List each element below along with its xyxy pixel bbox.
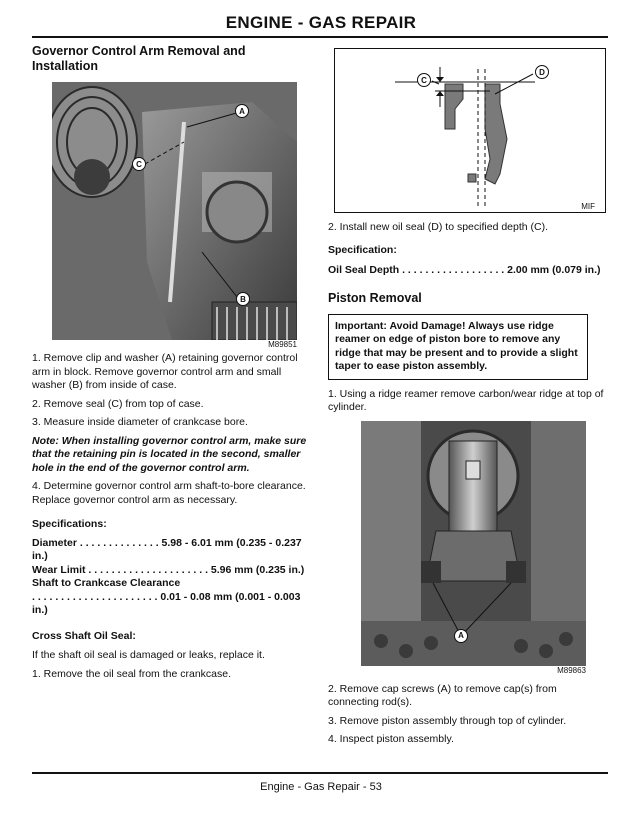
piston-photo-illustration [361,421,586,666]
spec-wear-limit: Wear Limit . . . . . . . . . . . . . . . . . . . . . 5.96 mm (0.235 in.) [32,563,305,576]
page-footer: Engine - Gas Repair - 53 [260,781,382,793]
section-title-governor: Governor Control Arm Removal and Installation [32,44,246,73]
cross-shaft-step: 1. Remove the oil seal from the crankcase. [32,667,232,680]
step-1-piston: 1. Using a ridge reamer remove carbon/wear ridge at top of cylinder. [328,387,604,413]
step-2: 2. Remove seal (C) from top of case. [32,397,204,410]
oil-seal-diagram [334,48,606,213]
governor-photo-illustration [52,82,297,340]
spec-clearance-label: Shaft to Crankcase Clearance [32,577,181,589]
callout-a: A [235,104,249,118]
callout-b: B [236,292,250,306]
spec-heading: Specifications: [32,518,107,530]
cross-shaft-text: If the shaft oil seal is damaged or leaks, replace it. [32,649,265,661]
section-title-piston: Piston Removal [328,290,422,305]
step-2-oil-seal: 2. Install new oil seal (D) to specified depth (C). [328,221,549,233]
callout-d-diagram: D [535,65,549,79]
step-4: 4. Determine governor control arm shaft-to-bore clearance. Replace governor control arm as necessary. [32,480,306,506]
important-notice: Important: Avoid Damage! Always use ridge reamer on edge of piston bore to remove any ridge that may be present and to provide a slight taper to ease piston assembly. [328,314,588,380]
step-1: 1. Remove clip and washer (A) retaining governor control arm in block. Remove governor control arm and small washer (B) from inside of case. [32,352,298,391]
figure-piston [361,421,586,675]
step-2-piston: 2. Remove cap screws (A) to remove cap(s) from connecting rod(s). [328,682,557,708]
left-column [32,44,310,681]
spec-oil-seal-depth: Oil Seal Depth . . . . . . . . . . . . . . . . . . 2.00 mm (0.079 in.) [328,264,601,276]
step-3: 3. Measure inside diameter of crankcase bore. [32,416,248,428]
governor-photo [52,82,297,340]
spec-diameter: Diameter . . . . . . . . . . . . . . 5.98 - 6.01 mm (0.235 - 0.237 in.) [32,536,302,562]
callout-c-diagram: C [417,73,431,87]
step-4-piston: 4. Inspect piston assembly. [328,733,454,745]
diagram-caption: MIF [581,202,595,211]
figure-caption: M89851 [268,340,297,349]
page-title: ENGINE - GAS REPAIR [225,13,417,32]
right-column [328,44,610,747]
oil-seal-drawing [335,49,605,212]
callout-a-piston: A [454,629,468,643]
cross-shaft-title: Cross Shaft Oil Seal: [32,629,136,642]
piston-photo [361,421,586,666]
footer-rule [32,772,608,774]
callout-c: C [132,157,146,171]
step-3-piston: 3. Remove piston assembly through top of cylinder. [328,714,567,727]
figure-caption-piston: M89863 [557,665,586,675]
figure-governor [52,82,297,349]
spec-heading-right: Specification: [328,243,397,256]
header-rule [32,36,608,38]
note: Note: When installing governor control arm, make sure that the retaining pin is located in the second, smaller hole in the end of the governor control arm. [32,434,307,474]
spec-clearance-value: . . . . . . . . . . . . . . . . . . . . . . 0.01 - 0.08 mm (0.001 - 0.003 in.) [32,590,301,616]
